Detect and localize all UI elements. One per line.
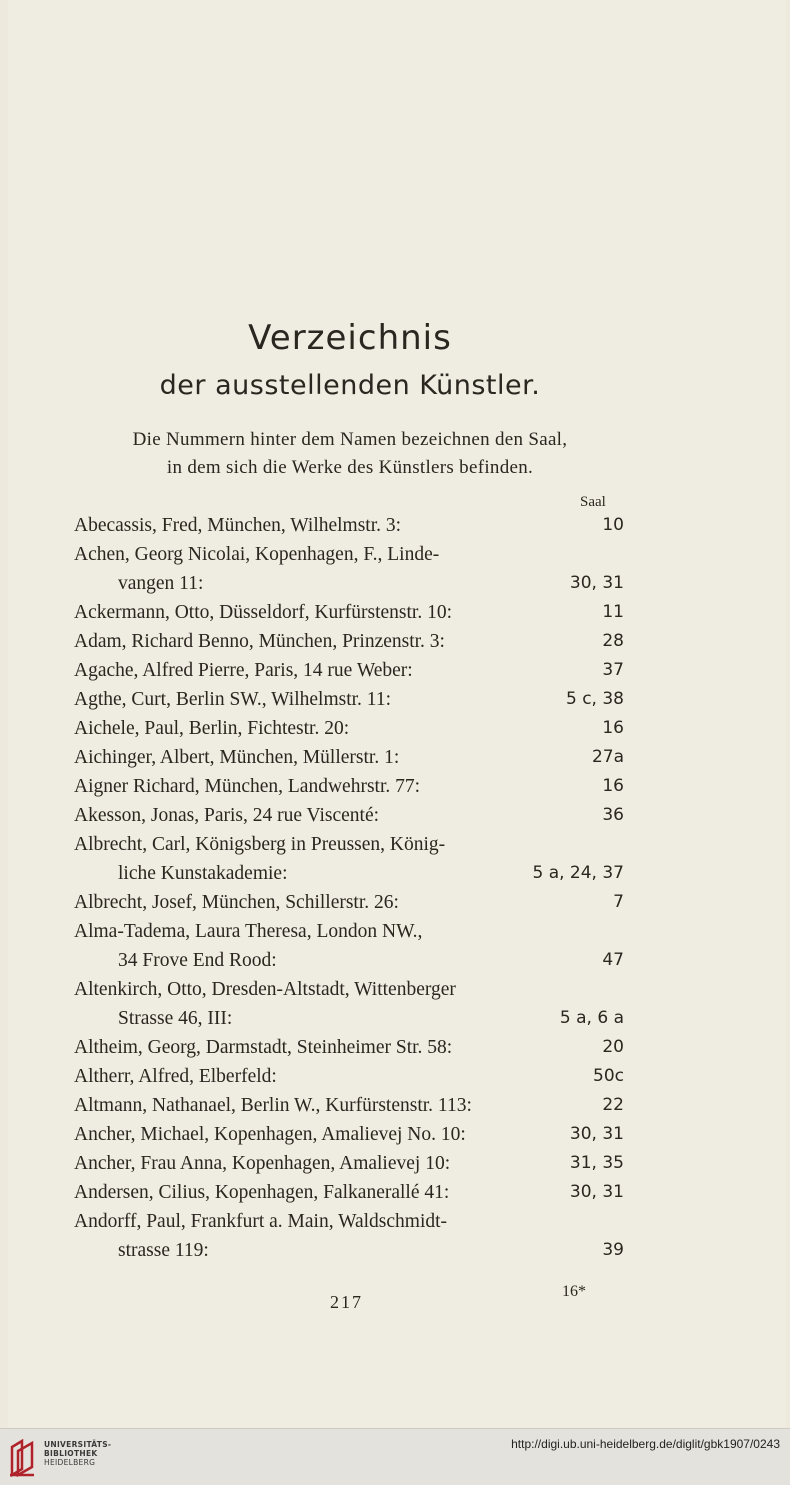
entry-text: Aigner Richard, München, Landwehrstr. 77: [74, 776, 421, 797]
library-name-line: BIBLIOTHEK [44, 1449, 98, 1458]
entry-line [0, 743, 790, 772]
entry-text: Ancher, Michael, Kopenhagen, Amalievej No. 10: [74, 1124, 466, 1145]
entry-line [0, 859, 790, 888]
entry-line [0, 598, 790, 627]
entry-text: Altheim, Georg, Darmstadt, Steinheimer Str. 58: [74, 1037, 453, 1058]
entry-saal: 37 [602, 660, 624, 680]
entry-saal: 5 c, 38 [565, 689, 624, 709]
entry-line [0, 1236, 790, 1265]
entry-text: Achen, Georg Nicolai, Kopenhagen, F., Linde- [74, 544, 440, 565]
entry-saal: 28 [602, 631, 624, 651]
entry-text: Alma-Tadema, Laura Theresa, London NW., [74, 921, 423, 942]
entry-saal: 31, 35 [569, 1153, 624, 1173]
page-number: 217 [330, 1292, 363, 1312]
entry-text: Albrecht, Carl, Königsberg in Preussen, König- [74, 834, 446, 855]
entry-text: Ancher, Frau Anna, Kopenhagen, Amalievej 10: [74, 1153, 451, 1174]
entry-text: Andorff, Paul, Frankfurt a. Main, Waldschmidt- [74, 1211, 448, 1232]
entry-line [0, 1120, 790, 1149]
entry-line [0, 772, 790, 801]
entry-saal: 20 [602, 1037, 624, 1057]
entry-saal: 36 [602, 805, 624, 825]
entry-line [0, 1207, 790, 1236]
entry-line [0, 917, 790, 946]
entry-text: liche Kunstakademie: [118, 863, 288, 884]
intro-line: in dem sich die Werke des Künstlers befinden. [166, 457, 534, 478]
entry-saal: 30, 31 [569, 573, 624, 593]
entry-line [0, 1149, 790, 1178]
entry-text: Strasse 46, III: [118, 1008, 233, 1029]
source-url-link[interactable]: http://digi.ub.uni-heidelberg.de/diglit/gbk1907/0243 [511, 1437, 780, 1451]
entry-line [0, 801, 790, 830]
entry-line [0, 1178, 790, 1207]
entry-saal: 10 [602, 515, 624, 535]
entry-text: Altherr, Alfred, Elberfeld: [74, 1066, 277, 1087]
entry-line [0, 714, 790, 743]
entry-text: strasse 119: [118, 1240, 209, 1261]
entry-saal: 27a [591, 747, 624, 767]
entry-line [0, 1091, 790, 1120]
entry-line [0, 1004, 790, 1033]
footer-bar [0, 1428, 790, 1485]
library-logo-icon [8, 1437, 38, 1481]
entry-text: vangen 11: [118, 573, 204, 594]
entry-text: 34 Frove End Rood: [118, 950, 277, 971]
entry-saal: 16 [602, 718, 624, 738]
entry-line [0, 975, 790, 1004]
entry-line [0, 656, 790, 685]
entry-text: Andersen, Cilius, Kopenhagen, Falkanerallé 41: [74, 1182, 450, 1203]
entry-line [0, 1062, 790, 1091]
intro-text [70, 426, 630, 482]
entry-line [0, 1033, 790, 1062]
entry-text: Albrecht, Josef, München, Schillerstr. 26: [74, 892, 399, 913]
entry-saal: 39 [602, 1240, 624, 1260]
entry-text: Agache, Alfred Pierre, Paris, 14 rue Weber: [74, 660, 413, 681]
library-name-line: UNIVERSITÄTS- [44, 1440, 112, 1449]
entry-saal: 5 a, 24, 37 [532, 863, 624, 883]
entry-saal: 7 [613, 892, 624, 912]
entry-line [0, 888, 790, 917]
entry-line [0, 540, 790, 569]
entry-saal: 47 [602, 950, 624, 970]
entry-text: Altenkirch, Otto, Dresden-Altstadt, Wittenberger [74, 979, 456, 1000]
saal-column-header: Saal [580, 494, 606, 510]
entry-saal: 16 [602, 776, 624, 796]
signature-mark: 16* [562, 1283, 586, 1300]
page-title: Verzeichnis [248, 318, 452, 358]
intro-line: Die Nummern hinter dem Namen bezeichnen den Saal, [132, 429, 568, 450]
entry-line [0, 627, 790, 656]
entry-saal: 30, 31 [569, 1182, 624, 1202]
entry-text: Akesson, Jonas, Paris, 24 rue Viscenté: [74, 805, 380, 826]
entry-saal: 50c [593, 1066, 624, 1086]
entry-text: Ackermann, Otto, Düsseldorf, Kurfürstenstr. 10: [74, 602, 453, 623]
entry-line [0, 685, 790, 714]
entry-text: Altmann, Nathanael, Berlin W., Kurfürstenstr. 113: [74, 1095, 472, 1116]
entry-saal: 30, 31 [569, 1124, 624, 1144]
entry-saal: 5 a, 6 a [559, 1008, 624, 1028]
entry-line [0, 830, 790, 859]
entry-text: Agthe, Curt, Berlin SW., Wilhelmstr. 11: [74, 689, 391, 710]
entry-line [0, 511, 790, 540]
entry-saal: 22 [602, 1095, 624, 1115]
artist-list [0, 511, 790, 1265]
entry-line [0, 946, 790, 975]
entry-text: Adam, Richard Benno, München, Prinzenstr. 3: [74, 631, 445, 652]
entry-text: Aichele, Paul, Berlin, Fichtestr. 20: [74, 718, 350, 739]
entry-line [0, 569, 790, 598]
library-name [44, 1440, 111, 1467]
library-name-line: HEIDELBERG [44, 1458, 96, 1467]
entry-saal: 11 [602, 602, 624, 622]
page-subtitle: der ausstellenden Künstler. [159, 370, 541, 401]
entry-text: Abecassis, Fred, München, Wilhelmstr. 3: [74, 515, 402, 536]
entry-text: Aichinger, Albert, München, Müllerstr. 1: [74, 747, 400, 768]
